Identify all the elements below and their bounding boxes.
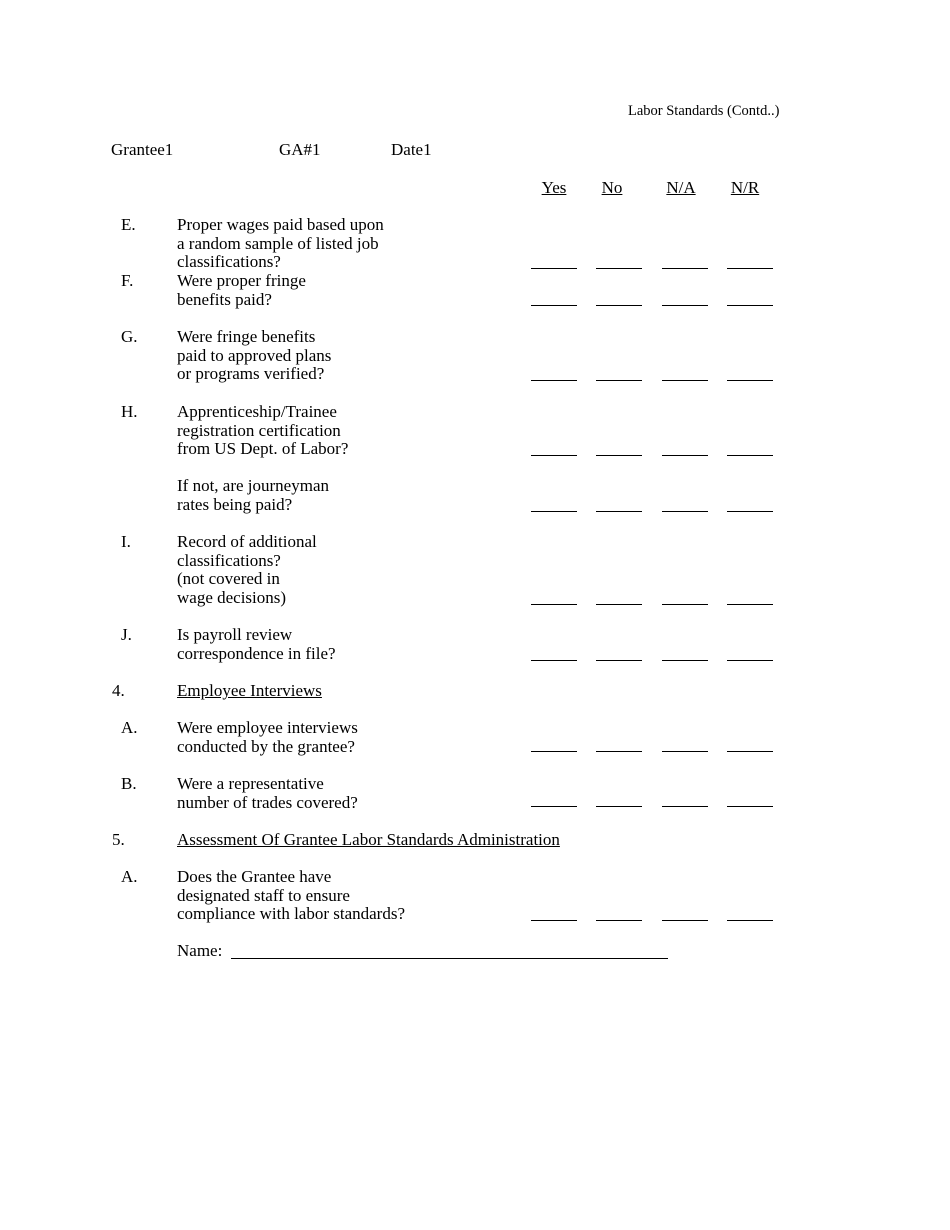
answer-blank-na[interactable] <box>662 268 708 269</box>
answer-blank-na[interactable] <box>662 751 708 752</box>
answer-blank-no[interactable] <box>596 920 642 921</box>
answer-blank-yes[interactable] <box>531 305 577 306</box>
ga-number-field: GA#1 <box>279 140 321 159</box>
question-line: classifications? <box>177 550 281 570</box>
question-text <box>177 775 358 812</box>
question-line: designated staff to ensure <box>177 885 350 905</box>
question-line: from US Dept. of Labor? <box>177 439 349 458</box>
date-field: Date1 <box>391 140 432 159</box>
answer-blank-no[interactable] <box>596 806 642 807</box>
question-marker: I. <box>121 532 131 551</box>
answer-blank-yes[interactable] <box>531 511 577 512</box>
answer-blank-na[interactable] <box>662 604 708 605</box>
answer-blank-nr[interactable] <box>727 268 773 269</box>
section-title: Assessment Of Grantee Labor Standards Administration <box>177 830 560 849</box>
question-line: number of trades covered? <box>177 792 358 812</box>
question-text <box>177 626 336 663</box>
column-no: No <box>601 178 623 197</box>
question-line: If not, are journeyman <box>177 476 329 495</box>
question-line: conducted by the grantee? <box>177 736 355 756</box>
answer-blank-yes[interactable] <box>531 751 577 752</box>
question-line: benefits paid? <box>177 289 272 309</box>
answer-blank-na[interactable] <box>662 660 708 661</box>
answer-blank-nr[interactable] <box>727 455 773 456</box>
name-label: Name: <box>177 941 223 960</box>
question-marker: A. <box>121 867 138 886</box>
column-yes: Yes <box>541 178 567 197</box>
answer-blank-na[interactable] <box>662 380 708 381</box>
answer-blank-no[interactable] <box>596 511 642 512</box>
question-line: Does the Grantee have <box>177 867 332 886</box>
answer-blank-yes[interactable] <box>531 920 577 921</box>
answer-blank-nr[interactable] <box>727 660 773 661</box>
answer-blank-no[interactable] <box>596 604 642 605</box>
question-marker: F. <box>121 271 134 290</box>
answer-blank-na[interactable] <box>662 806 708 807</box>
question-line: Is payroll review <box>177 625 293 644</box>
answer-blank-no[interactable] <box>596 660 642 661</box>
name-field[interactable] <box>231 958 668 959</box>
answer-blank-yes[interactable] <box>531 268 577 269</box>
question-line: correspondence in file? <box>177 643 336 663</box>
answer-blank-no[interactable] <box>596 268 642 269</box>
answer-blank-na[interactable] <box>662 455 708 456</box>
question-line: Were fringe benefits <box>177 327 316 346</box>
question-text <box>177 328 331 384</box>
question-text <box>177 868 405 924</box>
question-text <box>177 533 317 607</box>
question-line: Were a representative <box>177 774 324 793</box>
answer-blank-yes[interactable] <box>531 455 577 456</box>
section-number: 4. <box>112 681 125 700</box>
answer-blank-nr[interactable] <box>727 511 773 512</box>
question-line: rates being paid? <box>177 494 293 514</box>
question-marker: H. <box>121 402 138 421</box>
question-text <box>177 477 329 514</box>
question-line: (not covered in <box>177 569 280 588</box>
question-line: Were employee interviews <box>177 718 358 737</box>
answer-blank-yes[interactable] <box>531 604 577 605</box>
question-text <box>177 272 306 309</box>
answer-blank-yes[interactable] <box>531 660 577 661</box>
column-nr: N/R <box>730 178 760 197</box>
question-text <box>177 403 348 459</box>
answer-blank-na[interactable] <box>662 920 708 921</box>
question-marker: B. <box>121 774 137 793</box>
answer-blank-nr[interactable] <box>727 806 773 807</box>
question-line: wage decisions) <box>177 587 287 607</box>
question-line: Apprenticeship/Trainee <box>177 402 337 421</box>
question-line: Proper wages paid based upon <box>177 215 384 234</box>
answer-blank-no[interactable] <box>596 380 642 381</box>
answer-blank-nr[interactable] <box>727 604 773 605</box>
answer-blank-na[interactable] <box>662 305 708 306</box>
answer-blank-nr[interactable] <box>727 380 773 381</box>
question-text <box>177 719 358 756</box>
question-marker: A. <box>121 718 138 737</box>
answer-blank-yes[interactable] <box>531 380 577 381</box>
grantee-field: Grantee1 <box>111 140 174 159</box>
question-marker: G. <box>121 327 138 346</box>
question-text <box>177 216 384 272</box>
running-title: Labor Standards (Contd..) <box>628 103 780 119</box>
answer-blank-nr[interactable] <box>727 751 773 752</box>
answer-blank-no[interactable] <box>596 751 642 752</box>
question-marker: E. <box>121 215 136 234</box>
question-line: compliance with labor standards? <box>177 904 406 923</box>
question-line: Were proper fringe <box>177 271 306 290</box>
answer-blank-no[interactable] <box>596 455 642 456</box>
answer-blank-nr[interactable] <box>727 920 773 921</box>
answer-blank-no[interactable] <box>596 305 642 306</box>
answer-blank-na[interactable] <box>662 511 708 512</box>
question-line: paid to approved plans <box>177 345 332 365</box>
section-number: 5. <box>112 830 125 849</box>
column-na: N/A <box>666 178 696 197</box>
answer-blank-yes[interactable] <box>531 806 577 807</box>
question-line: classifications? <box>177 252 281 271</box>
question-line: Record of additional <box>177 532 317 551</box>
answer-blank-nr[interactable] <box>727 305 773 306</box>
question-line: registration certification <box>177 420 341 440</box>
section-title: Employee Interviews <box>177 681 322 700</box>
question-marker: J. <box>121 625 132 644</box>
question-line: a random sample of listed job <box>177 233 379 253</box>
question-line: or programs verified? <box>177 364 325 383</box>
